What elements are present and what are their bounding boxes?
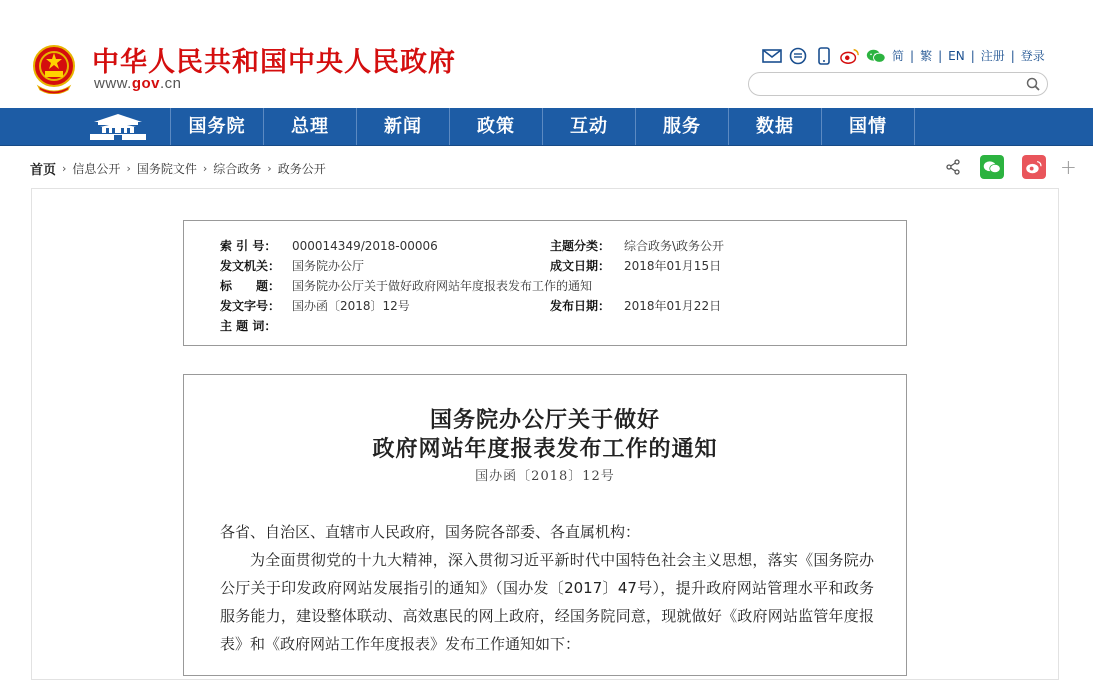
document-body-panel [183,374,907,676]
meta-doc-number-value: 国办函〔2018〕12号 [292,299,410,313]
meta-issuer-value: 国务院办公厅 [292,259,365,273]
link-traditional[interactable]: 繁 [920,49,933,63]
meta-publish-date [550,297,721,314]
meta-index-value: 000014349/2018-00006 [292,239,438,253]
main-nav [0,108,1093,146]
link-separator: | [910,48,915,63]
breadcrumb-general-affairs[interactable]: 综合政务 [213,162,262,176]
chevron-right-icon: › [202,162,208,175]
meta-topic-value: 综合政务\政务公开 [624,239,725,253]
site-title[interactable]: 中华人民共和国中央人民政府 [92,47,456,78]
top-icon-bar [762,46,886,66]
national-emblem-icon[interactable] [32,44,76,94]
nav-item-national-info[interactable]: 国情 [821,108,915,145]
document-text [220,518,874,658]
search-input[interactable] [759,75,1018,93]
link-simplified[interactable]: 简 [892,49,905,63]
link-separator: | [938,48,943,63]
document-title-line-1: 国务院办公厅关于做好 [429,407,660,433]
link-register[interactable]: 注册 [980,49,1005,63]
nav-item-policies[interactable]: 政策 [449,108,542,145]
nav-item-news[interactable]: 新闻 [356,108,449,145]
nav-item-services[interactable]: 服务 [635,108,728,145]
share-weibo-button[interactable] [1022,155,1046,179]
meta-title-value: 国务院办公厅关于做好政府网站年度报表发布工作的通知 [292,279,593,293]
meta-title [220,277,592,294]
share-bar [944,155,1077,179]
breadcrumb-state-council-documents[interactable]: 国务院文件 [136,162,197,176]
document-title-line-2: 政府网站年度报表发布工作的通知 [372,436,718,462]
meta-doc-number [220,297,410,314]
meta-doc-number-label: 发文字号： [220,299,281,313]
meta-topic-label: 主题分类： [550,239,611,253]
site-header [0,0,1093,108]
share-icon[interactable] [944,158,962,176]
email-icon[interactable] [762,46,782,66]
top-links [892,47,1045,64]
document-number: 国办函〔2018〕12号 [475,469,615,484]
meta-keywords [220,317,292,334]
meta-date-written-label: 成文日期： [550,259,611,273]
nav-items [170,108,915,145]
weibo-icon [1025,160,1043,174]
meta-publish-date-value: 2018年01月22日 [624,299,722,313]
share-more-icon[interactable]: + [1060,155,1077,179]
document-metadata [183,220,907,346]
meta-topic [550,237,724,254]
meta-date-written-value: 2018年01月15日 [624,259,722,273]
document-salutation: 各省、自治区、直辖市人民政府，国务院各部委、各直属机构： [220,523,641,541]
meta-issuer [220,257,364,274]
link-login[interactable]: 登录 [1020,49,1045,63]
meta-keywords-label: 主 题 词： [220,319,277,333]
document-paragraph: 为全面贯彻党的十九大精神，深入贯彻习近平新时代中国特色社会主义思想，落实《国务院办公厅关于印发政府网站发展指引的通知》（国办发〔2017〕47号），提升政府网站管理水平和政务服务能力，建设整体联动、高效惠民的网上政府，经国务院同意，现就做好《政府网站监管年度报表》和《政府网站工作年度报表》发布工作通知如下： [220,551,874,653]
meta-index [220,237,438,254]
link-separator: | [970,48,975,63]
url-gov: gov [131,75,161,92]
meta-date-written [550,257,721,274]
breadcrumb-home[interactable]: 首页 [30,163,57,178]
message-icon[interactable] [788,46,808,66]
chevron-right-icon: › [126,162,131,175]
meta-index-label: 索 引 号： [220,239,277,253]
search-box [748,72,1048,96]
site-url [94,75,182,92]
chevron-right-icon: › [267,162,272,175]
nav-item-data[interactable]: 数据 [728,108,821,145]
mobile-icon[interactable] [814,46,834,66]
breadcrumb-info-disclosure[interactable]: 信息公开 [72,162,121,176]
meta-title-label: 标 题： [220,279,281,293]
meta-publish-date-label: 发布日期： [550,299,611,313]
url-prefix: www. [94,75,132,92]
nav-item-premier[interactable]: 总理 [263,108,356,145]
breadcrumb-government-affairs-disclosure[interactable]: 政务公开 [277,162,326,176]
url-suffix: .cn [160,75,182,92]
wechat-icon [983,160,1001,174]
tiananmen-home-icon[interactable] [86,112,150,142]
nav-item-state-council[interactable]: 国务院 [170,108,263,145]
link-english[interactable]: EN [948,48,965,63]
link-separator: | [1010,48,1015,63]
meta-issuer-label: 发文机关： [220,259,281,273]
wechat-icon[interactable] [866,46,886,66]
share-wechat-button[interactable] [980,155,1004,179]
breadcrumb [30,159,326,178]
weibo-icon[interactable] [840,46,860,66]
nav-item-interaction[interactable]: 互动 [542,108,635,145]
search-icon[interactable] [1025,76,1041,92]
chevron-right-icon: › [62,162,67,175]
